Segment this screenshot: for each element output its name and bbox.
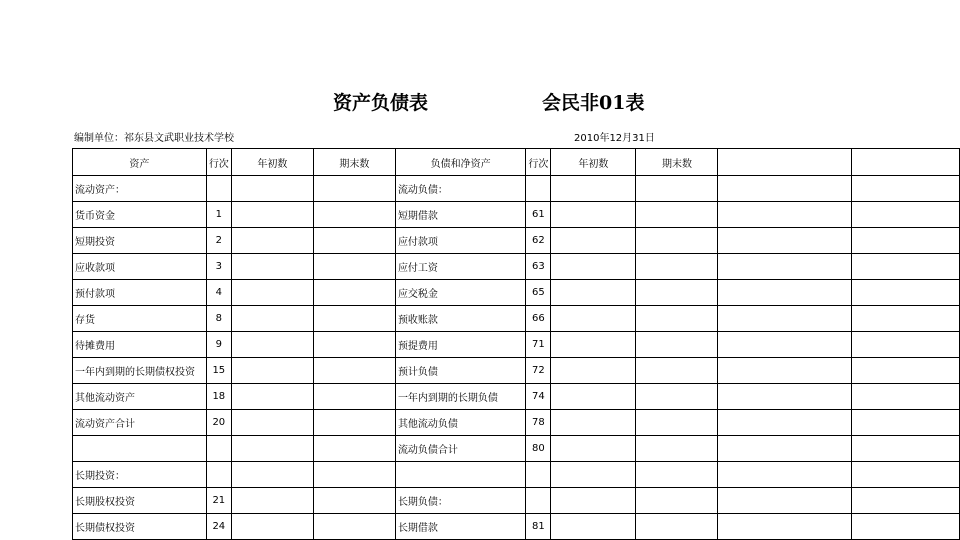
table-cell[interactable]: 预付款项 — [73, 280, 207, 306]
table-cell[interactable] — [313, 306, 395, 332]
line-number-cell[interactable]: 15 — [206, 358, 231, 384]
table-cell[interactable] — [636, 228, 718, 254]
table-cell[interactable]: 应交税金 — [395, 280, 525, 306]
table-cell[interactable]: 长期借款 — [395, 514, 525, 540]
table-cell[interactable]: 长期负债： — [395, 488, 525, 514]
table-cell[interactable] — [636, 488, 718, 514]
line-number-cell[interactable]: 1 — [206, 202, 231, 228]
line-number-cell[interactable]: 24 — [206, 514, 231, 540]
table-cell[interactable]: 其他流动负债 — [395, 410, 525, 436]
table-cell[interactable]: 预收账款 — [395, 306, 525, 332]
table-cell[interactable] — [551, 176, 636, 202]
table-cell[interactable] — [73, 436, 207, 462]
table-cell[interactable] — [231, 410, 313, 436]
table-cell[interactable] — [313, 514, 395, 540]
table-cell[interactable]: 一年内到期的长期负债 — [395, 384, 525, 410]
table-cell[interactable] — [551, 332, 636, 358]
table-cell[interactable] — [851, 488, 959, 514]
table-cell[interactable] — [231, 358, 313, 384]
table-cell[interactable]: 存货 — [73, 306, 207, 332]
table-cell[interactable] — [313, 280, 395, 306]
table-cell[interactable] — [551, 462, 636, 488]
table-row — [73, 306, 960, 332]
table-cell[interactable] — [636, 280, 718, 306]
header-row — [73, 149, 960, 176]
table-cell[interactable] — [551, 436, 636, 462]
table-cell[interactable] — [851, 176, 959, 202]
line-number-cell[interactable]: 81 — [526, 514, 551, 540]
table-cell[interactable] — [313, 384, 395, 410]
table-cell[interactable]: 应付款项 — [395, 228, 525, 254]
table-cell[interactable] — [551, 514, 636, 540]
table-cell[interactable] — [718, 306, 851, 332]
column-header — [718, 149, 851, 176]
table-cell[interactable]: 其他流动资产 — [73, 384, 207, 410]
column-header: 行次 — [206, 149, 231, 176]
table-cell[interactable] — [231, 332, 313, 358]
column-header: 负债和净资产 — [395, 149, 525, 176]
table-cell[interactable] — [231, 280, 313, 306]
table-cell[interactable] — [851, 384, 959, 410]
table-cell[interactable] — [231, 202, 313, 228]
table-row — [73, 358, 960, 384]
table-cell[interactable]: 流动负债合计 — [395, 436, 525, 462]
table-cell[interactable] — [851, 462, 959, 488]
table-cell[interactable]: 长期股权投资 — [73, 488, 207, 514]
table-cell[interactable] — [636, 514, 718, 540]
table-cell[interactable] — [313, 254, 395, 280]
table-row — [73, 410, 960, 436]
table-cell[interactable] — [851, 254, 959, 280]
line-number-cell[interactable]: 9 — [206, 332, 231, 358]
table-cell[interactable]: 流动负债： — [395, 176, 525, 202]
table-cell[interactable] — [636, 384, 718, 410]
table-cell[interactable] — [231, 228, 313, 254]
table-cell[interactable] — [231, 462, 313, 488]
table-cell[interactable] — [851, 332, 959, 358]
table-row — [73, 228, 960, 254]
table-cell[interactable]: 短期借款 — [395, 202, 525, 228]
table-row — [73, 202, 960, 228]
table-cell[interactable] — [313, 462, 395, 488]
table-cell[interactable] — [851, 202, 959, 228]
table-cell[interactable]: 应付工资 — [395, 254, 525, 280]
column-header: 期末数 — [636, 149, 718, 176]
table-cell[interactable] — [231, 254, 313, 280]
table-cell[interactable]: 应收款项 — [73, 254, 207, 280]
table-cell[interactable]: 流动资产： — [73, 176, 207, 202]
table-cell[interactable] — [718, 254, 851, 280]
table-row — [73, 384, 960, 410]
table-cell[interactable] — [718, 332, 851, 358]
preparer-unit: 编制单位：祁东县文武职业技术学校 — [74, 133, 234, 144]
table-cell[interactable] — [636, 306, 718, 332]
line-number-cell[interactable]: 21 — [206, 488, 231, 514]
table-cell[interactable] — [718, 202, 851, 228]
table-cell[interactable]: 货币资金 — [73, 202, 207, 228]
table-cell[interactable] — [551, 306, 636, 332]
line-number-cell[interactable]: 18 — [206, 384, 231, 410]
table-cell[interactable]: 预计负债 — [395, 358, 525, 384]
table-cell[interactable]: 预提费用 — [395, 332, 525, 358]
table-row — [73, 436, 960, 462]
table-cell[interactable] — [551, 280, 636, 306]
line-number-cell[interactable]: 3 — [206, 254, 231, 280]
table-cell[interactable] — [718, 228, 851, 254]
table-cell[interactable] — [551, 202, 636, 228]
table-cell[interactable] — [636, 202, 718, 228]
line-number-cell[interactable] — [206, 436, 231, 462]
table-cell[interactable] — [231, 514, 313, 540]
table-cell[interactable] — [636, 254, 718, 280]
table-cell[interactable] — [231, 384, 313, 410]
line-number-cell[interactable]: 62 — [526, 228, 551, 254]
line-number-cell[interactable]: 61 — [526, 202, 551, 228]
line-number-cell[interactable]: 78 — [526, 410, 551, 436]
table-cell[interactable] — [718, 384, 851, 410]
table-cell[interactable] — [313, 202, 395, 228]
table-cell[interactable] — [551, 254, 636, 280]
table-cell[interactable] — [636, 176, 718, 202]
line-number-cell[interactable]: 2 — [206, 228, 231, 254]
line-number-cell[interactable] — [206, 462, 231, 488]
table-cell[interactable] — [851, 358, 959, 384]
table-cell[interactable] — [313, 176, 395, 202]
line-number-cell[interactable]: 71 — [526, 332, 551, 358]
line-number-cell[interactable] — [526, 488, 551, 514]
table-cell[interactable] — [231, 306, 313, 332]
table-cell[interactable] — [718, 410, 851, 436]
table-cell[interactable] — [718, 436, 851, 462]
column-header: 年初数 — [231, 149, 313, 176]
table-cell[interactable] — [851, 514, 959, 540]
table-cell[interactable] — [718, 462, 851, 488]
table-cell[interactable] — [395, 462, 525, 488]
table-cell[interactable] — [636, 410, 718, 436]
column-header: 资产 — [73, 149, 207, 176]
table-cell[interactable] — [313, 358, 395, 384]
table-row — [73, 462, 960, 488]
line-number-cell[interactable]: 20 — [206, 410, 231, 436]
table-cell[interactable] — [313, 228, 395, 254]
table-row — [73, 254, 960, 280]
table-cell[interactable]: 待摊费用 — [73, 332, 207, 358]
form-code: 会民非01表 — [542, 92, 645, 114]
line-number-cell[interactable] — [526, 462, 551, 488]
column-header: 年初数 — [551, 149, 636, 176]
table-cell[interactable]: 长期投资： — [73, 462, 207, 488]
table-cell[interactable] — [551, 410, 636, 436]
sheet-title: 资产负债表 — [333, 92, 429, 114]
line-number-cell[interactable] — [526, 176, 551, 202]
table-cell[interactable] — [231, 488, 313, 514]
table-cell[interactable] — [851, 228, 959, 254]
table-cell[interactable] — [718, 280, 851, 306]
table-row — [73, 514, 960, 540]
table-row — [73, 488, 960, 514]
table-row — [73, 176, 960, 202]
table-cell[interactable]: 一年内到期的长期债权投资 — [73, 358, 207, 384]
table-cell[interactable] — [718, 176, 851, 202]
table-cell[interactable]: 流动资产合计 — [73, 410, 207, 436]
line-number-cell[interactable]: 66 — [526, 306, 551, 332]
table-cell[interactable] — [851, 436, 959, 462]
table-cell[interactable] — [718, 488, 851, 514]
table-cell[interactable] — [313, 488, 395, 514]
table-cell[interactable] — [636, 332, 718, 358]
balance-sheet-table — [72, 148, 960, 540]
table-cell[interactable] — [551, 358, 636, 384]
table-cell[interactable] — [231, 176, 313, 202]
table-cell[interactable] — [551, 488, 636, 514]
column-header — [851, 149, 959, 176]
line-number-cell[interactable]: 74 — [526, 384, 551, 410]
line-number-cell[interactable]: 72 — [526, 358, 551, 384]
table-cell[interactable] — [851, 306, 959, 332]
table-cell[interactable] — [636, 462, 718, 488]
table-cell[interactable] — [313, 436, 395, 462]
table-cell[interactable] — [551, 384, 636, 410]
table-cell[interactable] — [851, 280, 959, 306]
line-number-cell[interactable] — [206, 176, 231, 202]
table-cell[interactable] — [851, 410, 959, 436]
table-cell[interactable] — [718, 358, 851, 384]
table-cell[interactable] — [718, 514, 851, 540]
table-row — [73, 332, 960, 358]
line-number-cell[interactable]: 4 — [206, 280, 231, 306]
table-cell[interactable] — [313, 332, 395, 358]
table-cell[interactable] — [231, 436, 313, 462]
column-header: 期末数 — [313, 149, 395, 176]
report-date: 2010年12月31日 — [574, 133, 655, 144]
line-number-cell[interactable]: 63 — [526, 254, 551, 280]
table-cell[interactable] — [313, 410, 395, 436]
column-header: 行次 — [526, 149, 551, 176]
line-number-cell[interactable]: 65 — [526, 280, 551, 306]
line-number-cell[interactable]: 8 — [206, 306, 231, 332]
table-cell[interactable] — [551, 228, 636, 254]
table-cell[interactable]: 长期债权投资 — [73, 514, 207, 540]
table-cell[interactable] — [636, 436, 718, 462]
line-number-cell[interactable]: 80 — [526, 436, 551, 462]
table-row — [73, 280, 960, 306]
table-cell[interactable] — [636, 358, 718, 384]
table-cell[interactable]: 短期投资 — [73, 228, 207, 254]
